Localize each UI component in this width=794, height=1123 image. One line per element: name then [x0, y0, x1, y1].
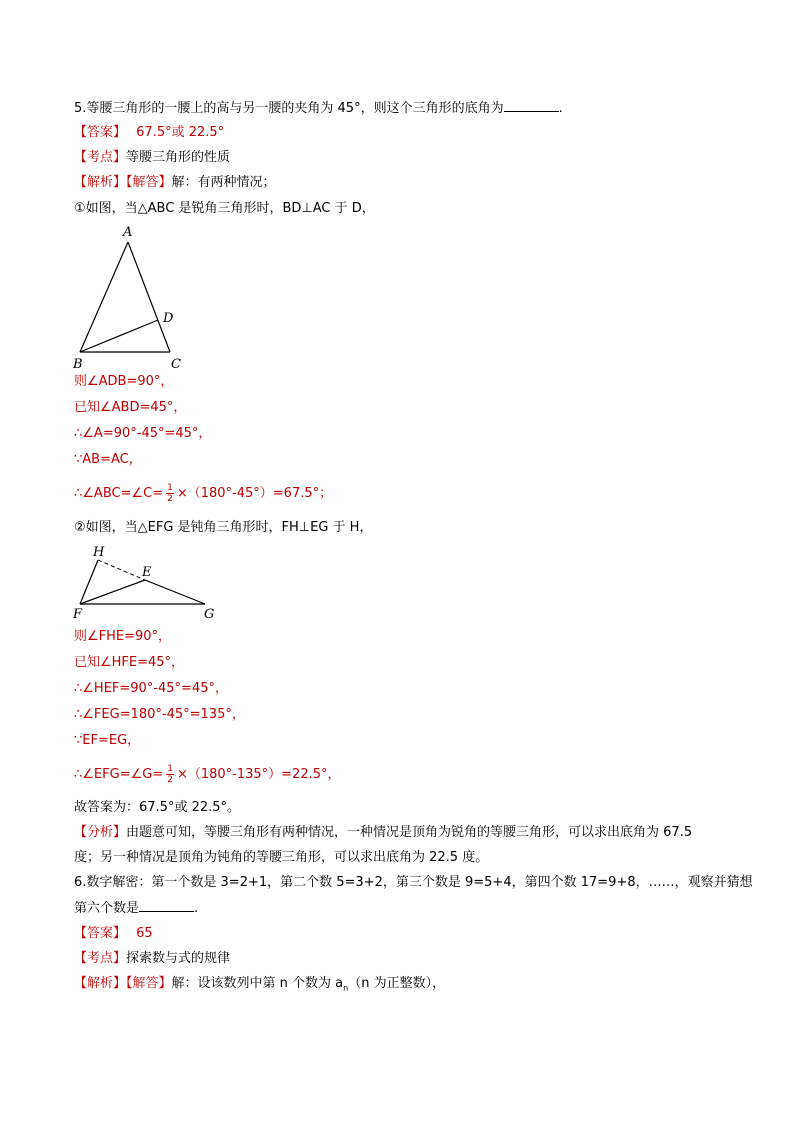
q6-stem-end: .: [194, 901, 199, 916]
q6-point-row: [74, 950, 230, 968]
point-tag: 【考点】: [74, 150, 127, 165]
c1-line5: [74, 483, 332, 504]
answer-blank: [504, 99, 559, 112]
label-g: G: [204, 607, 215, 622]
c1-line3: ∴∠A=90°-45°=45°，: [74, 426, 212, 441]
c1-line5-post: ×（180°-45°）=67.5°；: [176, 486, 333, 501]
frac-numerator: 1: [167, 483, 173, 493]
c2-line2: 已知∠HFE=45°，: [74, 655, 185, 670]
q5-stem-text: 5.等腰三角形的一腰上的高与另一腰的夹角为 45°，则这个三角形的底角为: [74, 101, 504, 116]
fenxi-tag: 【分析】: [74, 825, 127, 840]
label-h: H: [93, 545, 105, 560]
q5-analysis-row2: 度；另一种情况是顶角为钝角的等腰三角形，可以求出底角为 22.5 度。: [74, 850, 489, 865]
c2-line1: 则∠FHE=90°，: [74, 629, 172, 644]
q6-solution-b: （n 为正整数），: [348, 976, 446, 991]
answer-blank-q6: [139, 899, 194, 912]
frac-numerator-2: 1: [167, 764, 173, 774]
frac-denominator: 2: [167, 494, 173, 504]
label-a: A: [123, 225, 133, 240]
c2-line6: [74, 764, 341, 785]
q5-conclusion-text: 故答案为：67.5°或 22.5°。: [74, 800, 241, 815]
q5-point-row: [74, 149, 230, 167]
q6-solution-a: 解：设该数列中第 n 个数为 a: [171, 976, 344, 991]
q5-case2: ②如图，当△EFG 是钝角三角形时，FH⊥EG 于 H，: [74, 520, 373, 535]
fraction-half: [166, 483, 174, 504]
q5-analysis-l1: 由题意可知，等腰三角形有两种情况，一种情况是顶角为锐角的等腰三角形，可以求出底角为 67.5: [126, 825, 693, 840]
answer-tag-q6: 【答案】: [74, 926, 127, 941]
side-fe: [80, 580, 145, 604]
q5-point: 等腰三角形的性质: [126, 150, 231, 165]
c2-line6-pre: ∴∠EFG=∠G=: [74, 767, 164, 782]
q5-answer: 67.5°或 22.5°: [136, 125, 225, 140]
label-b: B: [73, 357, 83, 372]
c1-line1: 则∠ADB=90°，: [74, 374, 174, 389]
q6-stem-line2: [74, 899, 198, 918]
c2-line4: ∴∠FEG=180°-45°=135°，: [74, 707, 245, 722]
extension-he: [98, 560, 145, 580]
q5-intro-text: 解：有两种情况；: [171, 175, 276, 190]
label-e: E: [142, 565, 152, 580]
triangle-abc-figure: [70, 222, 190, 372]
c2-line6-post: ×（180°-135°）=22.5°，: [176, 767, 341, 782]
segment-fh: [80, 560, 98, 604]
q6-point: 探索数与式的规律: [126, 951, 231, 966]
label-f: F: [73, 607, 83, 622]
label-c: C: [171, 357, 181, 372]
frac-denominator-2: 2: [167, 775, 173, 785]
c1-line2: 已知∠ABD=45°，: [74, 400, 187, 415]
answer-tag: 【答案】: [74, 125, 127, 140]
label-d: D: [163, 311, 174, 326]
fraction-half-2: [166, 764, 174, 785]
side-eg: [145, 580, 205, 604]
q5-case1: ①如图，当△ABC 是锐角三角形时，BD⊥AC 于 D，: [74, 201, 375, 216]
c1-line5-pre: ∴∠ABC=∠C=: [74, 486, 164, 501]
side-ac: [128, 242, 170, 352]
q5-conclusion: [74, 799, 240, 817]
c2-line5: ∵EF=EG，: [74, 733, 141, 748]
q6-solution-row: [74, 975, 445, 998]
q5-analysis-row1: [74, 824, 692, 842]
c1-line4: ∵AB=AC，: [74, 452, 142, 467]
q5-stem-end: .: [558, 101, 563, 116]
q6-answer-row: [74, 925, 153, 943]
analysis-tag-q6: 【解析】【解答】: [74, 976, 172, 991]
q6-stem-line1: 6.数字解密：第一个数是 3=2+1，第二个数 5=3+2，第三个数是 9=5+4，第四个数 17=9+8，……，观察并猜想: [74, 875, 753, 890]
q5-solution-intro: [74, 174, 276, 192]
q5-answer-row: [74, 124, 224, 142]
analysis-tag: 【解析】【解答】: [74, 175, 172, 190]
c2-line3: ∴∠HEF=90°-45°=45°，: [74, 681, 228, 696]
q6-stem-text: 第六个数是: [74, 901, 140, 916]
q5-stem: [74, 99, 563, 118]
q6-answer: 65: [136, 926, 153, 941]
point-tag-q6: 【考点】: [74, 951, 127, 966]
triangle-efg-figure: [70, 542, 230, 622]
q6-subscript-n: n: [343, 983, 349, 993]
